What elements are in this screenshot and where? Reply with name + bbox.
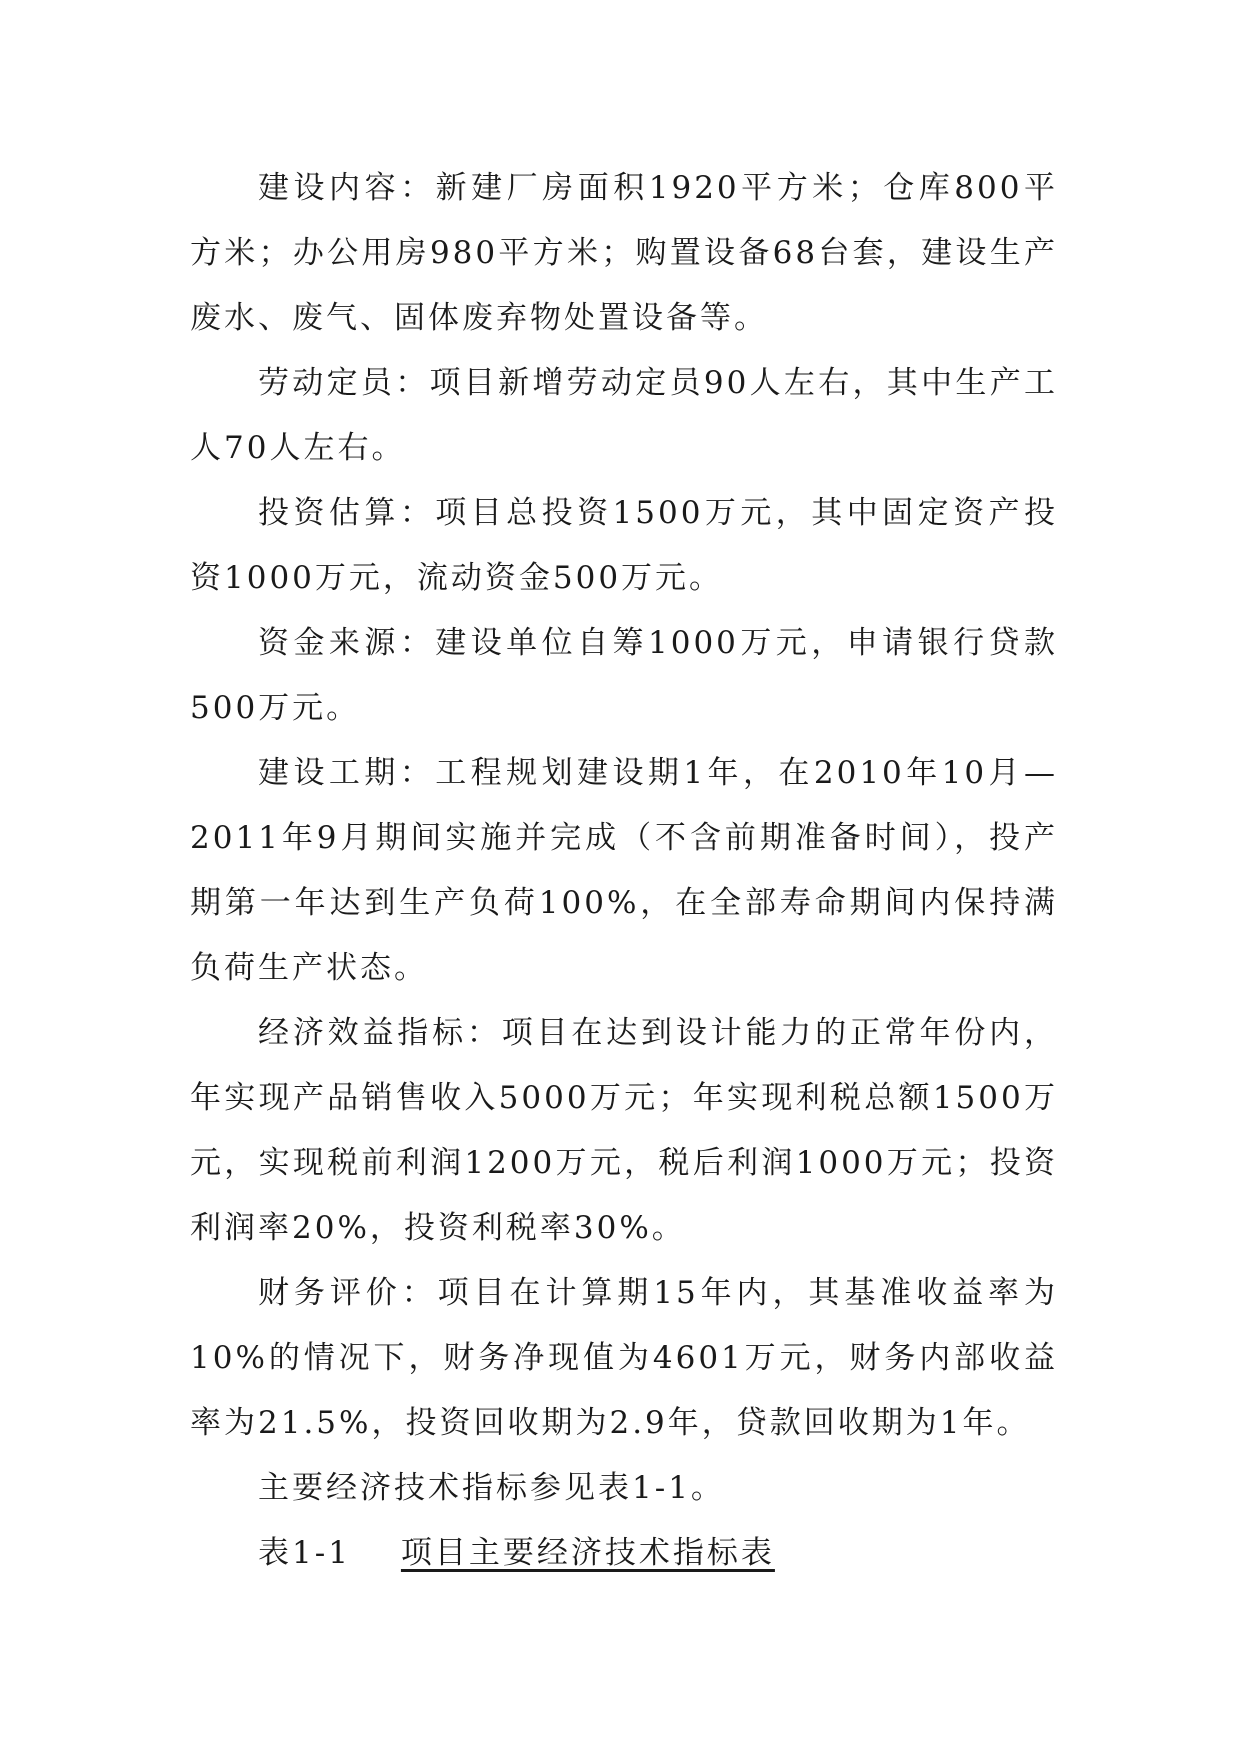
paragraph-funding-source: 资金来源：建设单位自筹1000万元，申请银行贷款500万元。	[190, 625, 1058, 726]
document-body	[190, 156, 1058, 1586]
paragraph-staffing: 劳动定员：项目新增劳动定员90人左右，其中生产工人70人左右。	[190, 365, 1058, 466]
paragraph-financial-evaluation: 财务评价：项目在计算期15年内，其基准收益率为10%的情况下，财务净现值为4601万元，财务内部收益率为21.5%，投资回收期为2.9年，贷款回收期为1年。	[190, 1275, 1058, 1441]
paragraph-economic-indicators: 经济效益指标：项目在达到设计能力的正常年份内，年实现产品销售收入5000万元；年实现利税总额1500万元，实现税前利润1200万元，税后利润1000万元；投资利润率20%，投资利税率30%。	[190, 1015, 1058, 1246]
paragraph-table-reference: 主要经济技术指标参见表1-1。	[258, 1470, 725, 1506]
table-caption	[190, 1521, 1058, 1586]
paragraph-construction-content: 建设内容：新建厂房面积1920平方米；仓库800平方米；办公用房980平方米；购置设备68台套，建设生产废水、废气、固体废弃物处置设备等。	[190, 170, 1058, 336]
table-caption-number: 表1-1	[258, 1535, 351, 1571]
paragraph-construction-period: 建设工期：工程规划建设期1年，在2010年10月—2011年9月期间实施并完成（不含前期准备时间），投产期第一年达到生产负荷100%，在全部寿命期间内保持满负荷生产状态。	[190, 755, 1058, 986]
paragraph-investment-estimate: 投资估算：项目总投资1500万元，其中固定资产投资1000万元，流动资金500万元。	[190, 495, 1058, 596]
table-caption-title: 项目主要经济技术指标表	[400, 1535, 775, 1571]
